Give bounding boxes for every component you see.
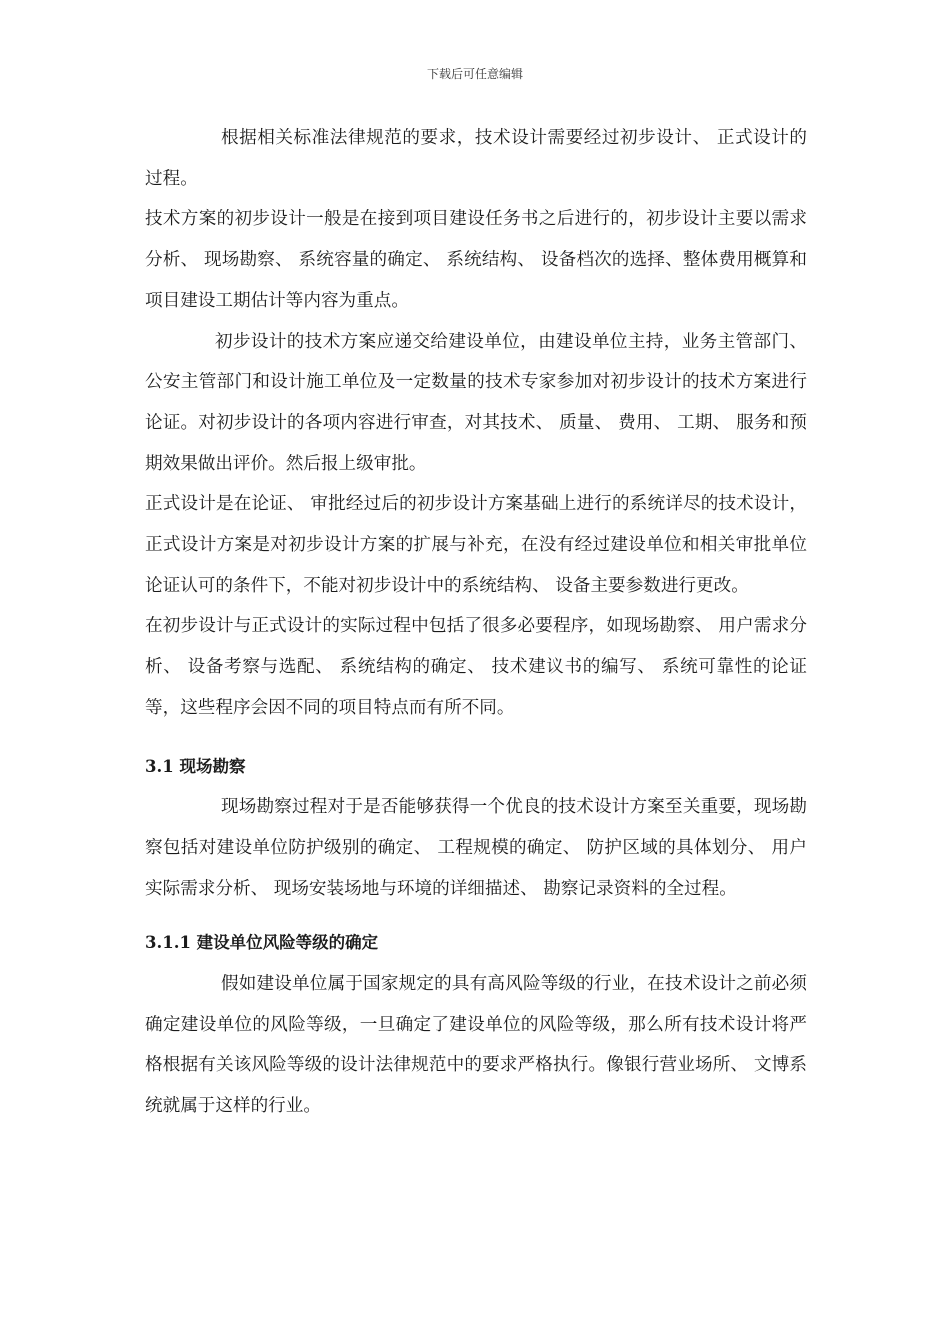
paragraph-site-survey: 现场勘察过程对于是否能够获得一个优良的技术设计方案至关重要，现场勘察包括对建设单位防护级别的确定、 工程规模的确定、 防护区域的具体划分、 用户实际需求分析、 现场安装场地与环境的详细描述、 勘察记录资料的全过程。 xyxy=(145,797,807,899)
section-heading-3-1-1: 3.1.1 建设单位风险等级的确定 xyxy=(145,933,379,953)
paragraph-design-procedures: 在初步设计与正式设计的实际过程中包括了很多必要程序，如现场勘察、 用户需求分析、 设备考察与选配、 系统结构的确定、 技术建议书的编写、 系统可靠性的论证等，这些程序会因不同的项目特点而有所不同。 xyxy=(145,616,807,718)
document-body xyxy=(145,118,807,1127)
paragraph-formal-design: 正式设计是在论证、 审批经过后的初步设计方案基础上进行的系统详尽的技术设计，正式设计方案是对初步设计方案的扩展与补充，在没有经过建设单位和相关审批单位论证认可的条件下，不能对初步设计中的系统结构、 设备主要参数进行更改。 xyxy=(145,494,807,596)
paragraph-preliminary-design: 技术方案的初步设计一般是在接到项目建设任务书之后进行的，初步设计主要以需求分析、 现场勘察、 系统容量的确定、 系统结构、 设备档次的选择、整体费用概算和项目建设工期估计等内容为重点。 xyxy=(145,209,807,311)
paragraph-design-process: 根据相关标准法律规范的要求，技术设计需要经过初步设计、 正式设计的过程。 xyxy=(145,128,807,189)
page-header: 下载后可任意编辑 xyxy=(426,67,523,81)
section-heading-3-1: 3.1 现场勘察 xyxy=(145,756,246,776)
paragraph-design-review: 初步设计的技术方案应递交给建设单位，由建设单位主持，业务主管部门、 公安主管部门和设计施工单位及一定数量的技术专家参加对初步设计的技术方案进行论证。对初步设计的各项内容进行审查，对其技术、 质量、 费用、 工期、 服务和预期效果做出评价。然后报上级审批。 xyxy=(145,331,807,474)
paragraph-risk-level: 假如建设单位属于国家规定的具有高风险等级的行业，在技术设计之前必须确定建设单位的风险等级，一旦确定了建设单位的风险等级，那么所有技术设计将严格根据有关该风险等级的设计法律规范中的要求严格执行。像银行营业场所、 文博系统就属于这样的行业。 xyxy=(145,974,807,1117)
